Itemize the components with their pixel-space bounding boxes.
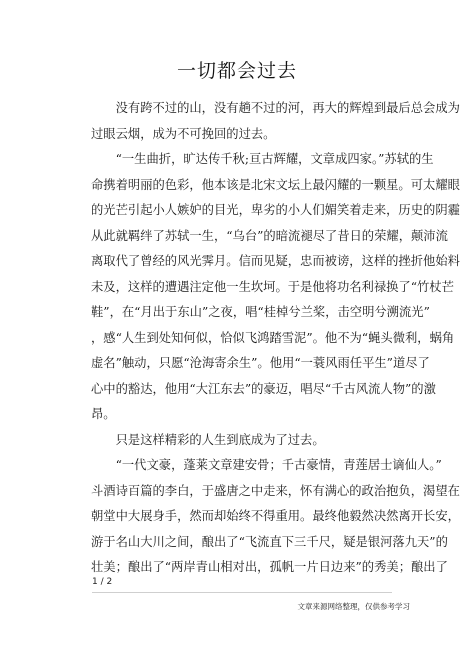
body-line: 命携着明丽的色彩，他本该是北宋文坛上最闪耀的一颗星。可太耀眼 <box>91 177 460 192</box>
body-line: 心中的豁达，他用“大江东去”的豪迈，唱尽“千古风流人物”的激 <box>91 381 436 396</box>
body-line: 昂。 <box>91 407 116 421</box>
document-title: 一切都会过去 <box>176 60 297 82</box>
body-line: “一生曲折，旷达传千秋;亘古辉耀，文章成四家。”苏轼的生 <box>91 152 434 166</box>
document-body <box>91 96 460 581</box>
body-line: 未及，这样的遭遇注定他一生坎坷。于是他将功名利禄换了“竹杖芒 <box>91 279 454 294</box>
body-line: 过眼云烟，成为不可挽回的过去。 <box>91 126 276 141</box>
body-line: 游于名山大川之间，酿出了“飞流直下三千尺，疑是银河落九天”的 <box>91 534 448 549</box>
body-line: 斗酒诗百篇的李白，于盛唐之中走来，怀有满心的政治抱负，渴望在 <box>91 483 460 498</box>
body-line: “一代文豪，蓬莱文章建安骨；千古豪情，青莲居士谪仙人。” <box>91 458 442 472</box>
body-line: 离取代了曾经的风光霁月。信而见疑，忠而被谤，这样的挫折他始料 <box>91 254 460 268</box>
body-line: 鞋”，在“月出于东山”之夜，唱“桂棹兮兰桨，击空明兮溯流光” <box>91 305 430 319</box>
body-line: ，感“人生到处知何似，恰似飞鸿踏雪泥”。他不为“蝇头微利，蜗角 <box>91 330 455 345</box>
body-line: 从此就羁绊了苏轼一生，“乌台”的暗流褪尽了昔日的荣耀，颠沛流 <box>91 228 448 243</box>
body-line: 壮美；酿出了“两岸青山相对出，孤帆一片日边来”的秀美；酿出了 <box>91 560 448 574</box>
footer-note: 文章来源网络整理，仅供参考学习 <box>297 602 410 611</box>
body-line: 只是这样精彩的人生到底成为了过去。 <box>91 432 325 447</box>
footer-divider <box>92 592 392 593</box>
body-line: 没有跨不过的山，没有趟不过的河，再大的辉煌到最后总会成为 <box>91 101 460 115</box>
body-line: 虚名”触动，只愿“沧海寄余生”。他用“一蓑风雨任平生”道尽了 <box>91 356 430 370</box>
body-line: 朝堂中大展身手，然而却始终不得重用。最终他毅然决然离开长安， <box>91 509 460 523</box>
page-number: 1 / 2 <box>92 577 113 587</box>
body-line: 的光芒引起小人嫉妒的目光，卑劣的小人们媚笑着走来，历史的阴霾 <box>91 203 460 217</box>
